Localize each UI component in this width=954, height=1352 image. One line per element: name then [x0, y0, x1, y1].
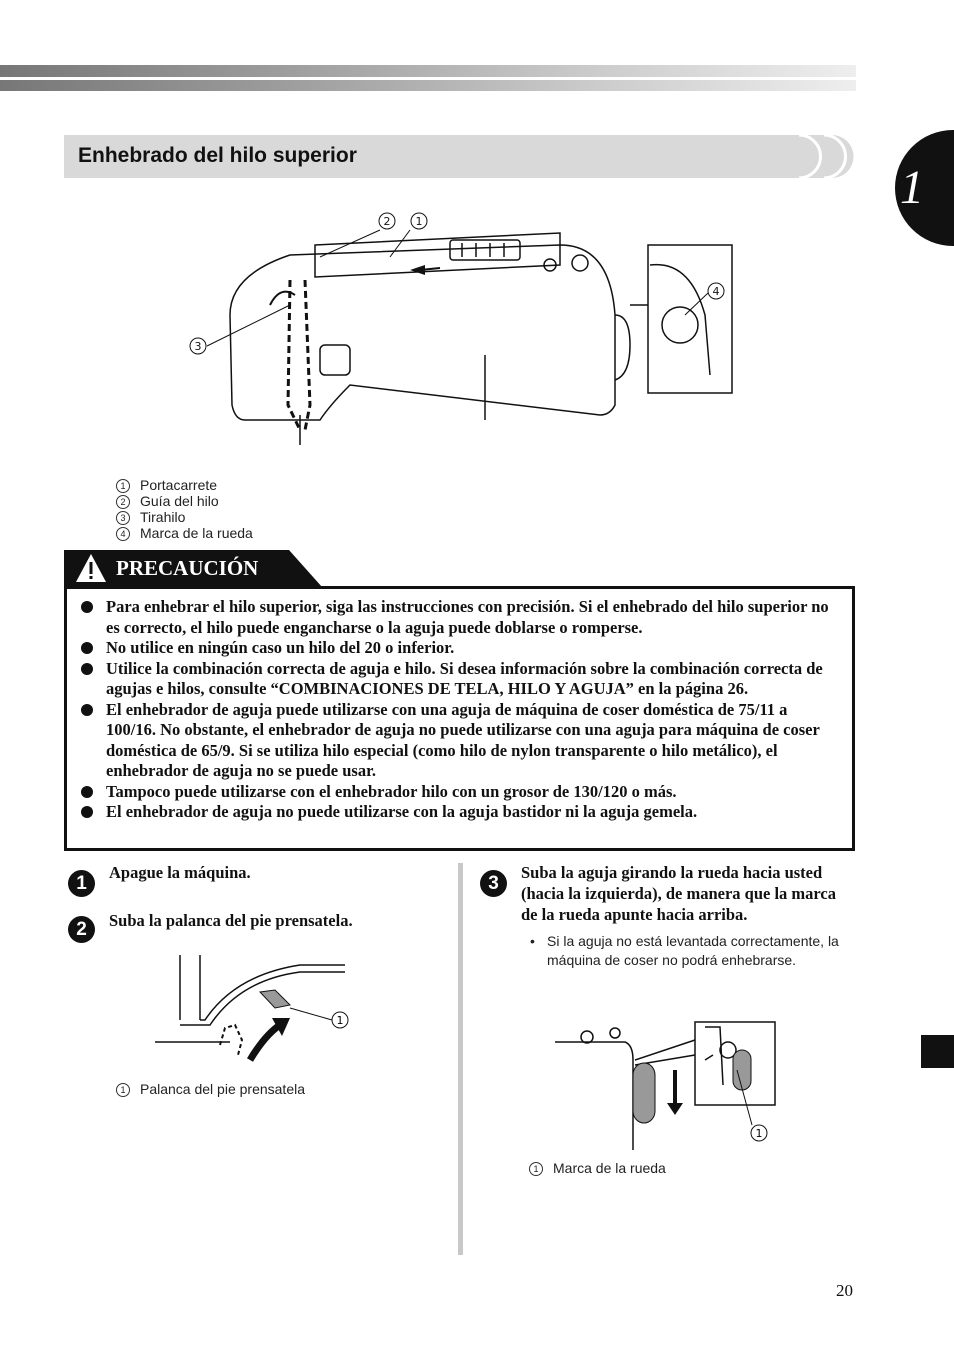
- page-number: 20: [836, 1281, 853, 1300]
- figure2-legend: [116, 1081, 305, 1097]
- legend-num: 3: [116, 511, 130, 525]
- section-title: Enhebrado del hilo superior: [78, 144, 357, 167]
- caution-item: Para enhebrar el hilo superior, siga las instrucciones con precisión. Si el enhebrado del hilo superior no es correcto, el hilo puede engancharse o la aguja puede doblarse o romperse.: [78, 597, 838, 638]
- legend-label: Marca de la rueda: [553, 1160, 666, 1176]
- legend-item: [116, 509, 253, 525]
- legend-item: [116, 493, 253, 509]
- chapter-number: 1: [900, 161, 924, 214]
- caution-list: [78, 597, 838, 823]
- step-3-note: • Si la aguja no está levantada correctamente, la máquina de coser no podrá enhebrarse.: [530, 933, 839, 968]
- side-index-tab: [921, 1035, 954, 1068]
- legend-label: Guía del hilo: [140, 493, 219, 509]
- bullet-icon: [81, 786, 93, 798]
- step-2-number: 2: [68, 916, 95, 943]
- callout-2: 2: [383, 215, 391, 228]
- callout-3: 3: [194, 340, 202, 353]
- legend-num: 2: [116, 495, 130, 509]
- callout-1: 1: [415, 215, 423, 228]
- legend-num: 1: [116, 1083, 130, 1097]
- caution-item: No utilice en ningún caso un hilo del 20 o inferior.: [78, 638, 838, 659]
- step-1-text: Apague la máquina.: [109, 863, 251, 882]
- threading-diagram: [180, 205, 740, 460]
- legend-num: 1: [116, 479, 130, 493]
- bullet-icon: [81, 601, 93, 613]
- bullet-icon: •: [530, 933, 535, 949]
- header-divider-line: [0, 77, 856, 80]
- legend-num: 4: [116, 527, 130, 541]
- legend-label: Palanca del pie prensatela: [140, 1081, 306, 1097]
- bullet-icon: [81, 806, 93, 818]
- legend-item: [116, 477, 253, 493]
- callout-1: 1: [336, 1014, 344, 1027]
- legend-label: Tirahilo: [140, 509, 186, 525]
- bullet-icon: [81, 642, 93, 654]
- figure3-legend: [529, 1160, 666, 1176]
- legend-label: Marca de la rueda: [140, 525, 253, 541]
- column-divider: [458, 863, 463, 1255]
- figure1-legend: [116, 477, 253, 541]
- bullet-icon: [81, 704, 93, 716]
- legend-num: 1: [529, 1162, 543, 1176]
- caution-title: PRECAUCIÓN: [116, 556, 259, 580]
- bullet-icon: [81, 663, 93, 675]
- caution-item: El enhebrador de aguja puede utilizarse con una aguja de máquina de coser doméstica de 75/11 a 100/16. No obstante, el enhebrador de aguja no puede utilizarse con una aguja para máquina de coser doméstica de 65/9. Si se utiliza hilo especial (como hilo de nylon transparente o hilo metálico), el enhebrador de aguja no se puede usar.: [78, 700, 838, 782]
- legend-item: [116, 525, 253, 541]
- caution-item: Utilice la combinación correcta de aguja e hilo. Si desea información sobre la combinación correcta de agujas e hilos, consulte “COMBINACIONES DE TELA, HILO Y AGUJA” en la página 26.: [78, 659, 838, 700]
- step-3-number: 3: [480, 870, 507, 897]
- callout-1: 1: [755, 1127, 763, 1140]
- handwheel-diagram: [555, 1015, 780, 1155]
- caution-item: Tampoco puede utilizarse con el enhebrador hilo con un grosor de 130/120 o más.: [78, 782, 838, 803]
- step-1-number: 1: [68, 870, 95, 897]
- caution-item: El enhebrador de aguja no puede utilizarse con la aguja bastidor ni la aguja gemela.: [78, 802, 838, 823]
- step-2-text: Suba la palanca del pie prensatela.: [109, 911, 353, 930]
- step-3-text: Suba la aguja girando la rueda hacia usted (hacia la izquierda), de manera que la marca de la rueda apunte hacia arriba.: [521, 863, 836, 924]
- callout-4: 4: [712, 285, 720, 298]
- legend-label: Portacarrete: [140, 477, 218, 493]
- presser-foot-diagram: [150, 950, 360, 1065]
